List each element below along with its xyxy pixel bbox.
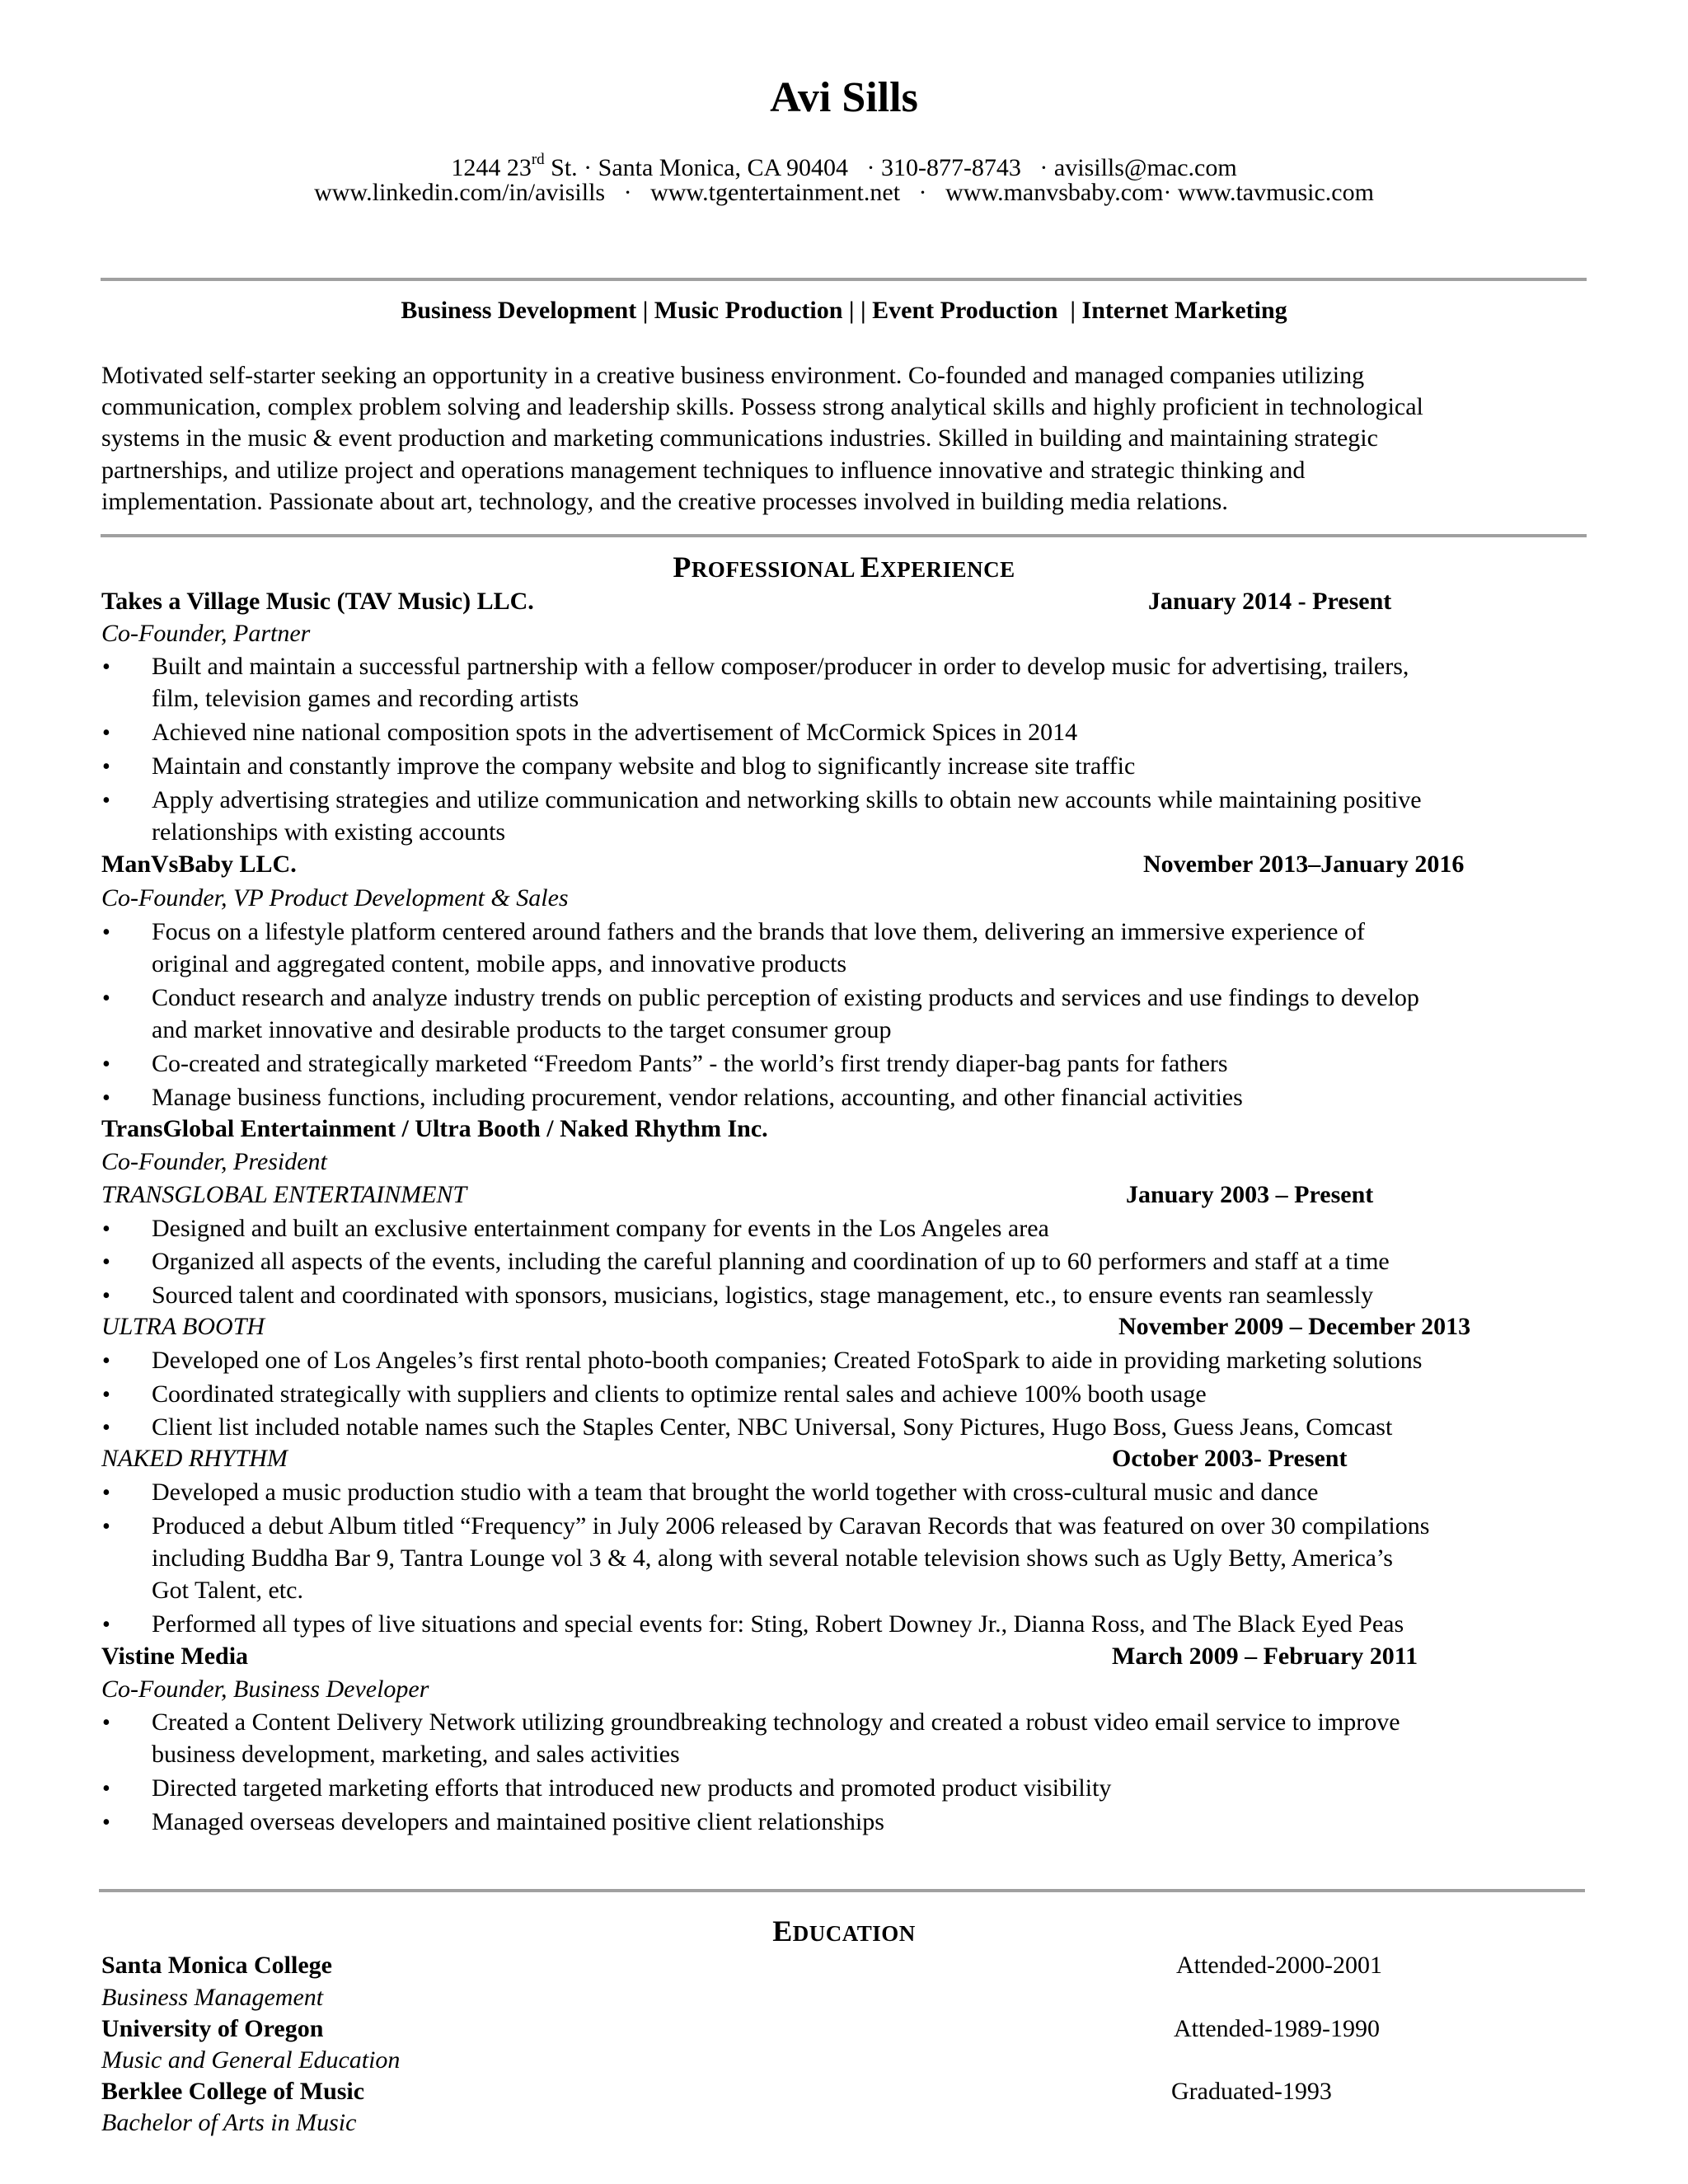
bullet-text: and market innovative and desirable products to the target consumer group <box>152 1016 892 1043</box>
section-title-experience <box>0 551 1688 586</box>
title-initial: E <box>860 551 881 583</box>
bullet-icon <box>102 1345 110 1377</box>
address-street: 1244 23 <box>451 154 532 181</box>
bullet-text: Organized all aspects of the events, including the careful planning and coordination of up to 60 performers and staff at a time <box>152 1248 1390 1275</box>
attendance-dates: Attended-2000-2001 <box>1176 1952 1382 1979</box>
bullet-text: Created a Content Delivery Network utilizing groundbreaking technology and created a robust video email service to improve <box>152 1708 1400 1736</box>
attendance-dates: Graduated-1993 <box>1171 2078 1332 2105</box>
bullet-icon <box>102 1807 110 1839</box>
bullet-icon <box>102 1379 110 1411</box>
bullet-icon <box>102 651 110 683</box>
bullet-text: Designed and built an exclusive entertainment company for events in the Los Angeles area <box>152 1215 1049 1242</box>
title-rest: XPERIENCE <box>880 557 1015 582</box>
divider <box>101 534 1587 537</box>
job-title: Co-Founder, President <box>101 1148 327 1175</box>
bullet-text: Apply advertising strategies and utilize communication and networking skills to obtain new accounts while maintaining positive <box>152 786 1422 813</box>
bullet-icon <box>102 1280 110 1312</box>
bullet-icon <box>102 1213 110 1245</box>
bullet-icon <box>102 717 110 749</box>
bullet-icon <box>102 982 110 1015</box>
bullet-text: Co-created and strategically marketed “Freedom Pants” - the world’s first trendy diaper-bag pants for fathers <box>152 1050 1228 1077</box>
subsidiary-name: ULTRA BOOTH <box>101 1313 265 1340</box>
candidate-name: Avi Sills <box>770 74 918 121</box>
bullet-icon <box>102 1048 110 1080</box>
summary-line: implementation. Passionate about art, technology, and the creative processes involved in building media relations. <box>101 487 1228 515</box>
subsidiary-name: TRANSGLOBAL ENTERTAINMENT <box>101 1181 467 1208</box>
bullet-text: Client list included notable names such the Staples Center, NBC Universal, Sony Pictures, Hugo Boss, Guess Jeans, Comcast <box>152 1413 1393 1441</box>
bullet-icon <box>102 1511 110 1543</box>
summary-line: systems in the music & event production and marketing communications industries. Skilled in building and maintaining strategic <box>101 424 1378 452</box>
bullet-text: Manage business functions, including procurement, vendor relations, accounting, and other financial activities <box>152 1084 1243 1111</box>
summary-line: partnerships, and utilize project and operations management techniques to influence innovative and strategic thinking and <box>101 456 1306 484</box>
bullet-text: Conduct research and analyze industry trends on public perception of existing products and services and use findings to develop <box>152 984 1419 1011</box>
company-name: ManVsBaby LLC. <box>101 851 297 878</box>
bullet-icon <box>102 1609 110 1641</box>
employment-dates: November 2013–January 2016 <box>1143 851 1465 878</box>
summary-paragraph <box>101 360 1585 518</box>
bullet-text: relationships with existing accounts <box>152 818 506 846</box>
subsidiary-name: NAKED RHYTHM <box>101 1445 288 1472</box>
bullet-text: business development, marketing, and sales activities <box>152 1741 680 1768</box>
employment-dates: January 2003 – Present <box>1126 1181 1374 1208</box>
bullet-icon <box>102 785 110 817</box>
bullet-icon <box>102 1707 110 1739</box>
employment-dates: October 2003- Present <box>1112 1445 1348 1472</box>
job-title: Co-Founder, Business Developer <box>101 1675 429 1703</box>
bullet-text: Developed a music production studio with a team that brought the world together with cross-cultural music and dance <box>152 1479 1319 1506</box>
bullet-text: Got Talent, etc. <box>152 1577 303 1604</box>
contact-links-line: www.linkedin.com/in/avisills · www.tgentertainment.net · www.manvsbaby.com· www.tavmusic.com <box>314 179 1374 206</box>
address-rest: St. · Santa Monica, CA 90404 · 310-877-8743 · avisills@mac.com <box>544 154 1237 181</box>
bullet-text: Sourced talent and coordinated with sponsors, musicians, logistics, stage management, etc., to ensure events ran seamlessly <box>152 1282 1374 1309</box>
school-name: Santa Monica College <box>101 1952 332 1979</box>
bullet-text: original and aggregated content, mobile apps, and innovative products <box>152 950 847 977</box>
company-name: Vistine Media <box>101 1643 249 1670</box>
job-title: Co-Founder, VP Product Development & Sales <box>101 884 569 912</box>
school-name: University of Oregon <box>101 2015 324 2042</box>
divider <box>101 278 1587 281</box>
bullet-text: Maintain and constantly improve the company website and blog to significantly increase site traffic <box>152 752 1136 780</box>
program-name: Music and General Education <box>101 2046 401 2074</box>
company-name: TransGlobal Entertainment / Ultra Booth / Naked Rhythm Inc. <box>101 1115 768 1142</box>
summary-line: communication, complex problem solving and leadership skills. Possess strong analytical skills and highly proficient in technological <box>101 393 1423 421</box>
title-initial: P <box>673 551 692 583</box>
bullet-text: Built and maintain a successful partnership with a fellow composer/producer in order to develop music for advertising, trailers, <box>152 653 1409 680</box>
title-initial: E <box>772 1915 793 1947</box>
employment-dates: March 2009 – February 2011 <box>1112 1643 1418 1670</box>
bullet-text: Directed targeted marketing efforts that introduced new products and promoted product visibility <box>152 1774 1112 1802</box>
summary-headline: Business Development | Music Production | | Event Production | Internet Marketing <box>401 297 1287 324</box>
bullet-icon <box>102 751 110 783</box>
title-rest: DUCATION <box>792 1921 916 1946</box>
bullet-text: including Buddha Bar 9, Tantra Lounge vol 3 & 4, along with several notable television shows such as Ugly Betty, America’s <box>152 1544 1393 1572</box>
title-rest: ROFESSIONAL <box>691 557 860 582</box>
divider <box>99 1889 1585 1892</box>
attendance-dates: Attended-1989-1990 <box>1174 2015 1380 2042</box>
employment-dates: January 2014 - Present <box>1148 588 1392 615</box>
bullet-icon <box>102 1412 110 1444</box>
program-name: Business Management <box>101 1984 324 2011</box>
bullet-text: Performed all types of live situations and special events for: Sting, Robert Downey Jr., Dianna Ross, and The Black Eyed Peas <box>152 1610 1404 1638</box>
bullet-text: Developed one of Los Angeles’s first rental photo-booth companies; Created FotoSpark to aide in providing marketing solutions <box>152 1347 1423 1374</box>
section-title-education <box>0 1915 1688 1950</box>
bullet-icon <box>102 1082 110 1114</box>
bullet-text: film, television games and recording artists <box>152 685 579 712</box>
summary-line: Motivated self-starter seeking an opportunity in a creative business environment. Co-founded and managed companies utilizing <box>101 362 1365 389</box>
employment-dates: November 2009 – December 2013 <box>1118 1313 1471 1340</box>
bullet-text: Focus on a lifestyle platform centered around fathers and the brands that love them, delivering an immersive experience of <box>152 918 1365 945</box>
bullet-icon <box>102 916 110 949</box>
bullet-text: Achieved nine national composition spots in the advertisement of McCormick Spices in 2014 <box>152 719 1078 746</box>
bullet-icon <box>102 1477 110 1509</box>
bullet-text: Produced a debut Album titled “Frequency” in July 2006 released by Caravan Records that was featured on over 30 compilations <box>152 1512 1430 1540</box>
company-name: Takes a Village Music (TAV Music) LLC. <box>101 588 534 615</box>
bullet-text: Managed overseas developers and maintained positive client relationships <box>152 1808 884 1835</box>
school-name: Berklee College of Music <box>101 2078 365 2105</box>
address-ordinal: rd <box>531 151 545 168</box>
program-name: Bachelor of Arts in Music <box>101 2109 357 2136</box>
bullet-icon <box>102 1246 110 1278</box>
bullet-icon <box>102 1773 110 1805</box>
bullet-text: Coordinated strategically with suppliers and clients to optimize rental sales and achieve 100% booth usage <box>152 1380 1207 1408</box>
job-title: Co-Founder, Partner <box>101 620 311 647</box>
